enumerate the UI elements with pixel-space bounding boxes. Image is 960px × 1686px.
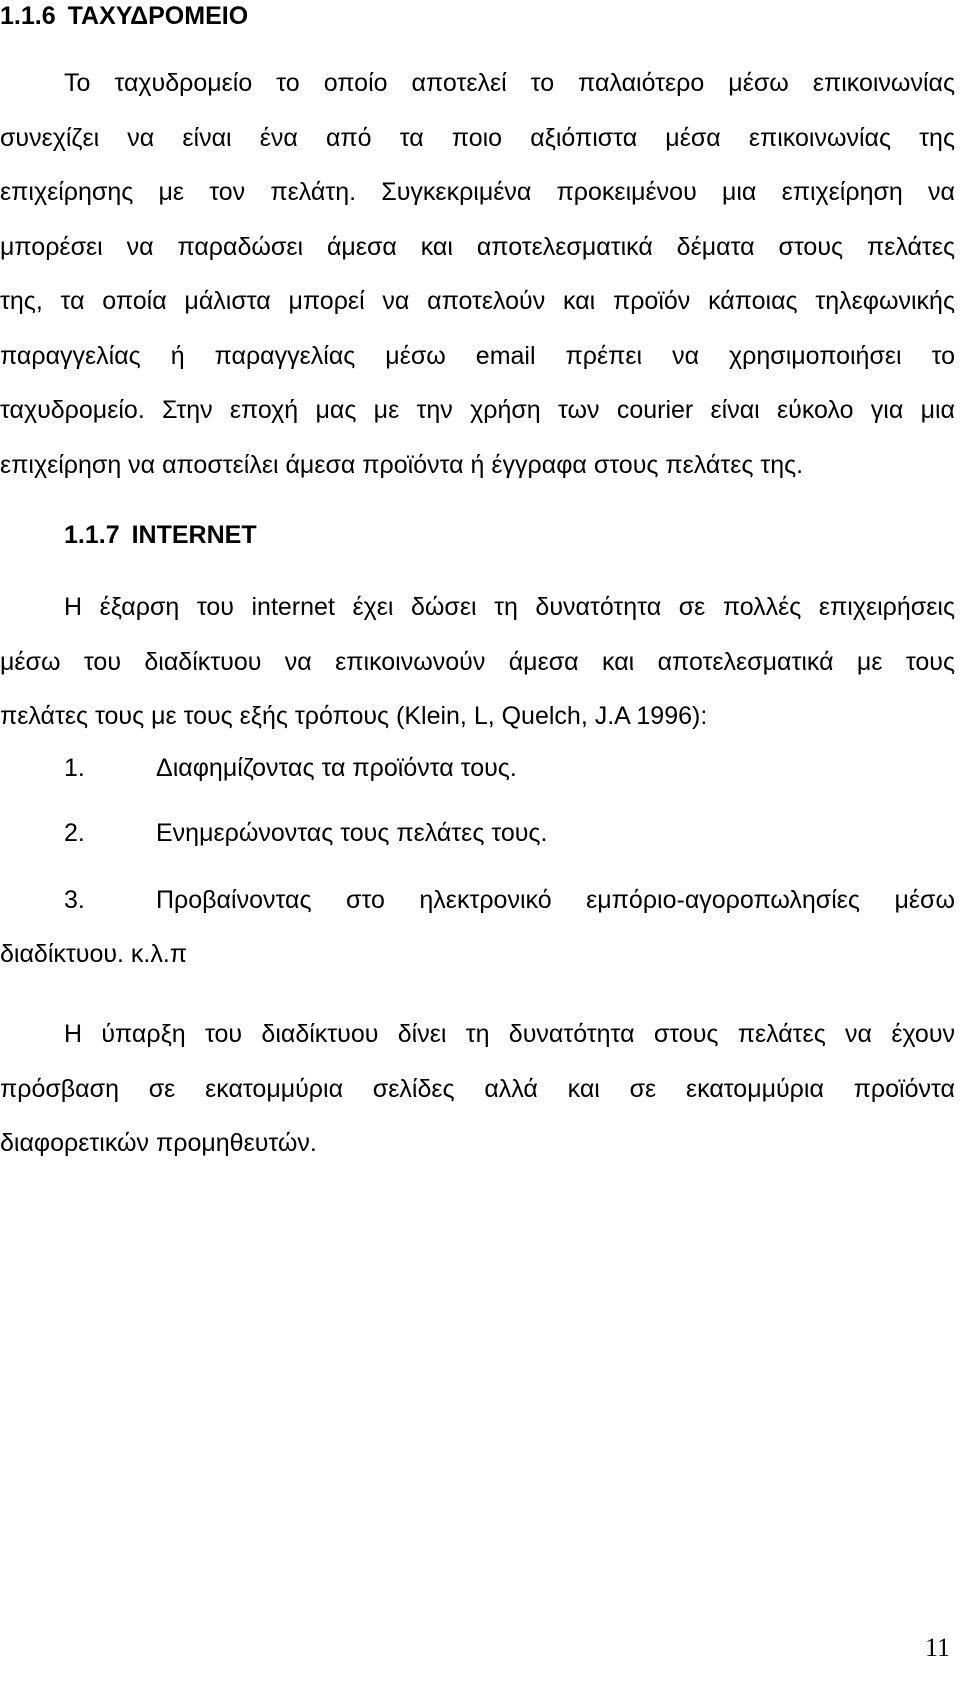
paragraph-line: μπορέσει να παραδώσει άμεσα και αποτελεσματικά δέματα στους πελάτες bbox=[0, 232, 955, 261]
section-number: 1.1.7 bbox=[64, 521, 120, 549]
section-heading-117 bbox=[64, 519, 257, 551]
list-number: 3. bbox=[64, 886, 85, 914]
paragraph-line: διαφορετικών προμηθευτών. bbox=[0, 1129, 317, 1157]
paragraph-line: μέσω του διαδίκτυου να επικοινωνούν άμεσα και αποτελεσματικά με τους bbox=[0, 647, 955, 676]
paragraph-line: Η ύπαρξη του διαδίκτυου δίνει τη δυνατότητα στους πελάτες να έχουν bbox=[64, 1020, 955, 1048]
paragraph-internet-intro bbox=[0, 580, 955, 744]
list-text: Ενημερώνοντας τους πελάτες τους. bbox=[156, 819, 548, 847]
list-text: Διαφημίζοντας τα προϊόντα τους. bbox=[156, 754, 517, 782]
list-text-continuation: διαδίκτυου. κ.λ.π bbox=[0, 940, 188, 968]
page-number: 11 bbox=[924, 1633, 950, 1662]
paragraph-post-office bbox=[0, 56, 955, 492]
paragraph-line: παραγγελίας ή παραγγελίας μέσω email πρέπει να χρησιμοποιήσει το bbox=[0, 341, 955, 370]
paragraph-line: πελάτες τους με τους εξής τρόπους (Klein, L, Quelch, J.A 1996): bbox=[0, 702, 708, 730]
paragraph-line: Η έξαρση του internet έχει δώσει τη δυνατότητα σε πολλές επιχειρήσεις bbox=[64, 593, 955, 621]
section-number: 1.1.6 bbox=[0, 2, 56, 30]
paragraph-line: πρόσβαση σε εκατομμύρια σελίδες αλλά και σε εκατομμύρια προϊόντα bbox=[0, 1074, 955, 1103]
list-item-continuation bbox=[0, 938, 187, 970]
section-title: INTERNET bbox=[131, 521, 257, 549]
paragraph-internet-closing bbox=[0, 1007, 955, 1171]
paragraph-line: επιχείρησης με τον πελάτη. Συγκεκριμένα προκειμένου μια επιχείρηση να bbox=[0, 178, 955, 206]
section-heading-116 bbox=[0, 0, 248, 32]
list-number: 1. bbox=[64, 754, 85, 782]
paragraph-line: Το ταχυδρομείο το οποίο αποτελεί το παλαιότερο μέσω επικοινωνίας bbox=[64, 69, 955, 97]
list-number: 2. bbox=[64, 819, 85, 847]
list-item bbox=[64, 884, 955, 916]
list-text: Προβαίνοντας στο ηλεκτρονικό εμπόριο-αγοροπωλησίες μέσω bbox=[156, 886, 955, 914]
paragraph-line: ταχυδρομείο. Στην εποχή μας με την χρήση των courier είναι εύκολο για μια bbox=[0, 396, 955, 424]
paragraph-line: επιχείρηση να αποστείλει άμεσα προϊόντα ή έγγραφα στους πελάτες της. bbox=[0, 450, 804, 479]
section-title: ΤΑΧΥΔΡΟΜΕΙΟ bbox=[67, 2, 249, 30]
paragraph-line: της, τα οποία μάλιστα μπορεί να αποτελούν και προϊόν κάποιας τηλεφωνικής bbox=[0, 287, 955, 315]
paragraph-line: συνεχίζει να είναι ένα από τα ποιο αξιόπιστα μέσα επικοινωνίας της bbox=[0, 123, 955, 152]
